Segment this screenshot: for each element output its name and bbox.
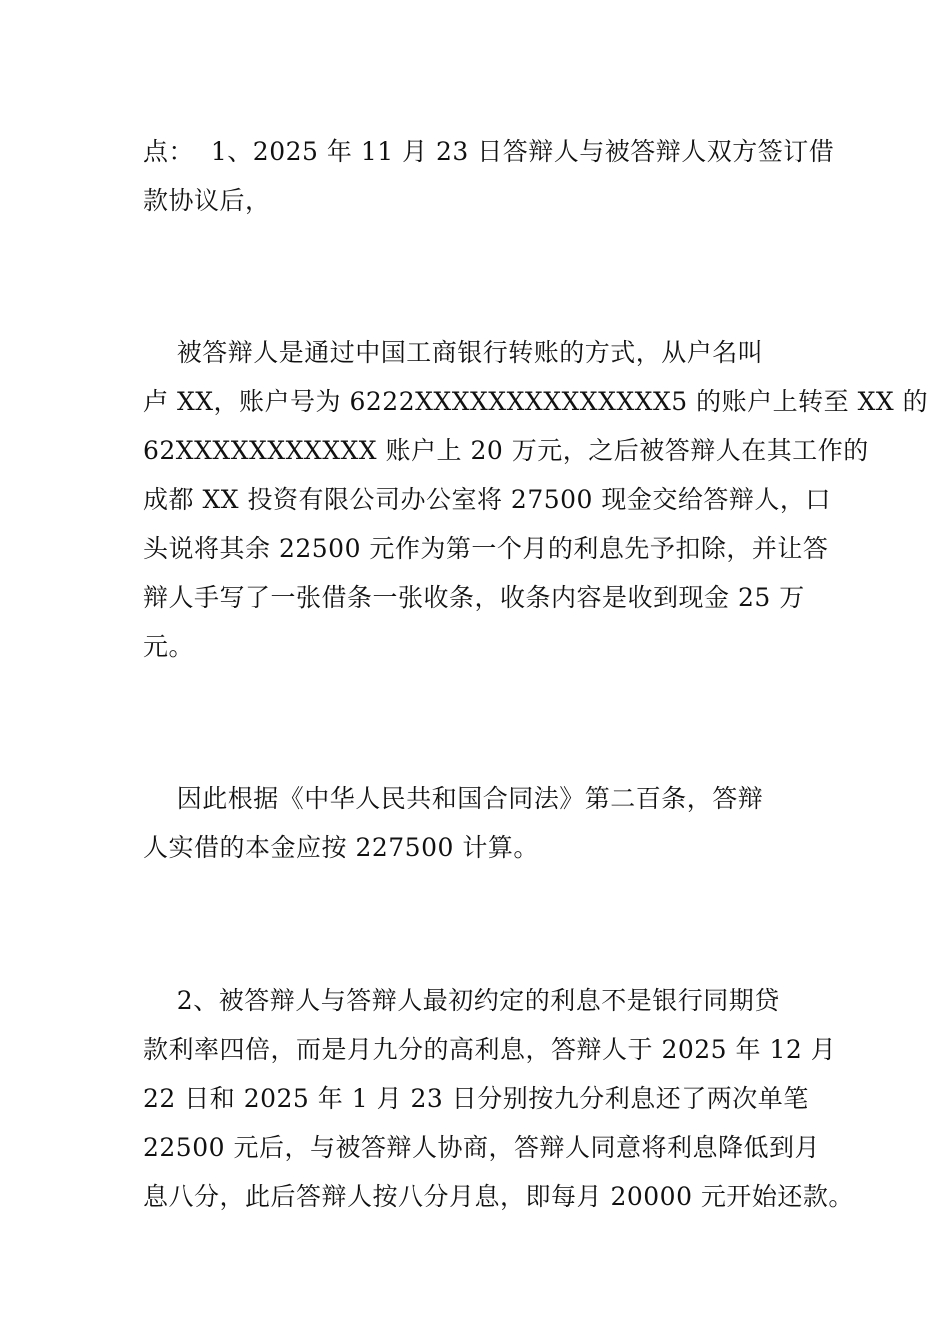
paragraph-line: 元。 [143, 632, 195, 661]
paragraph-line: 款利率四倍，而是月九分的高利息，答辩人于 2025 年 12 月 [143, 1035, 837, 1064]
paragraph-1 [143, 127, 835, 225]
paragraph-line: 人实借的本金应按 227500 计算。 [143, 833, 539, 862]
paragraph-line: 款协议后， [143, 186, 271, 215]
paragraph-line: 因此根据《中华人民共和国合同法》第二百条，答辩 [143, 784, 764, 813]
paragraph-line: 被答辩人是通过中国工商银行转账的方式，从户名叫 [143, 338, 764, 367]
paragraph-line: 22 日和 2025 年 1 月 23 日分别按九分利息还了两次单笔 [143, 1084, 809, 1113]
paragraph-3 [143, 774, 823, 872]
paragraph-line: 辩人手写了一张借条一张收条，收条内容是收到现金 25 万 [143, 583, 805, 612]
paragraph-2 [143, 328, 929, 671]
paragraph-line: 22500 元后，与被答辩人协商，答辩人同意将利息降低到月 [143, 1133, 820, 1162]
paragraph-line: 成都 XX 投资有限公司办公室将 27500 现金交给答辩人，口 [143, 485, 831, 514]
paragraph-line: 点： 1、2025 年 11 月 23 日答辩人与被答辩人双方签订借 [143, 137, 835, 166]
paragraph-4 [143, 976, 854, 1221]
paragraph-line: 62XXXXXXXXXXX 账户上 20 万元，之后被答辩人在其工作的 [143, 436, 869, 465]
paragraph-line: 头说将其余 22500 元作为第一个月的利息先予扣除，并让答 [143, 534, 829, 563]
paragraph-line: 2、被答辩人与答辩人最初约定的利息不是银行同期贷 [143, 986, 780, 1015]
paragraph-line: 卢 XX，账户号为 6222XXXXXXXXXXXXXX5 的账户上转至 XX 的 [143, 387, 929, 416]
paragraph-line: 息八分，此后答辩人按八分月息，即每月 20000 元开始还款。 [143, 1182, 854, 1211]
